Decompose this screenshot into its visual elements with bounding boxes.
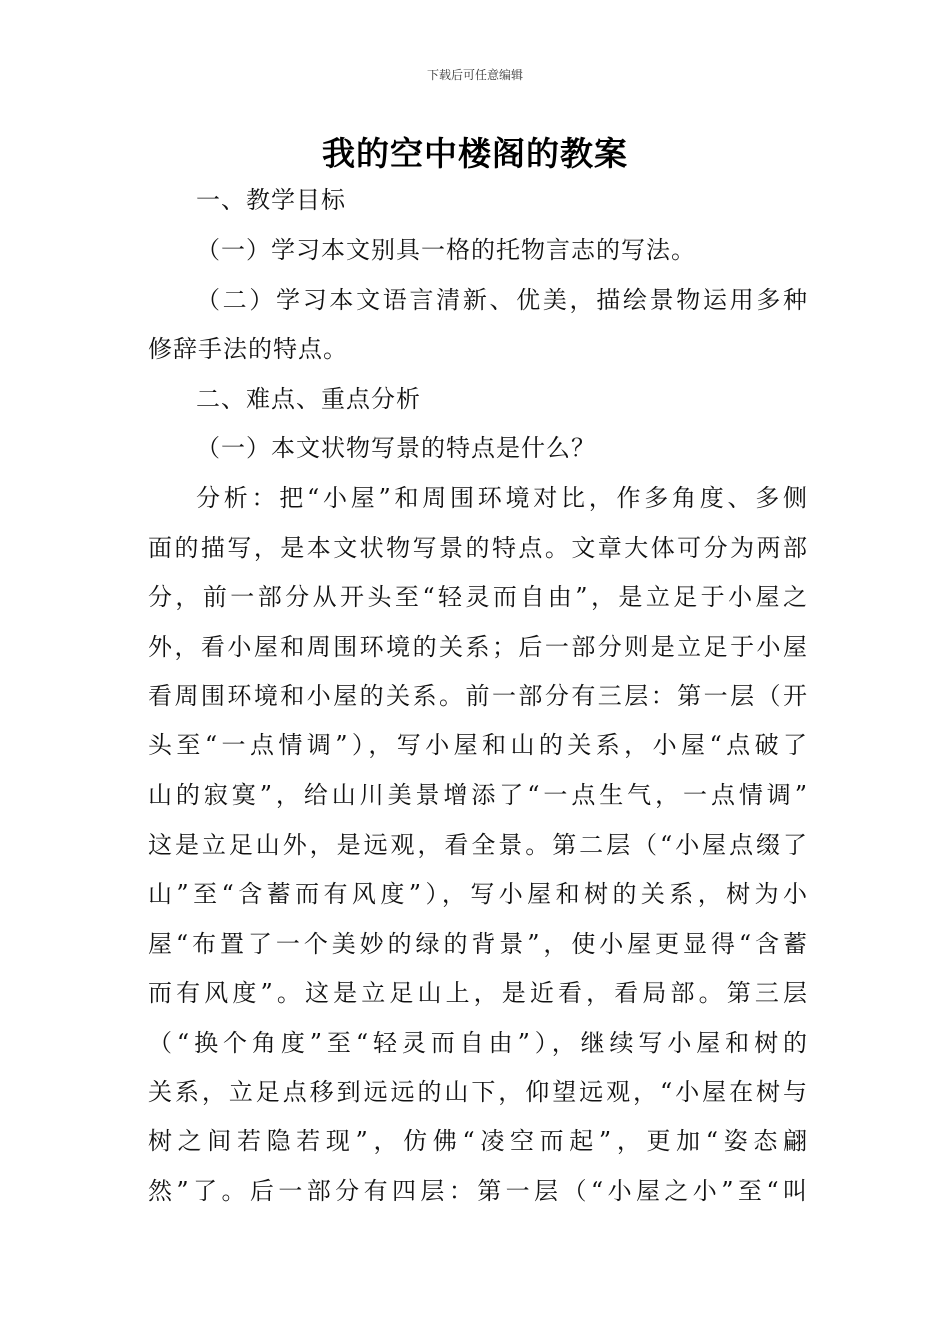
analysis-paragraph-line: 这是立足山外，是远观，看全景。第二层（“小屋点缀了 [148,831,808,859]
objective-item-2-continued: 修辞手法的特点。 [148,335,348,363]
objective-item-1: （一）学习本文别具一格的托物言志的写法。 [196,236,696,264]
objective-item-2: （二）学习本文语言清新、优美，描绘景物运用多种 [196,286,808,314]
analysis-paragraph-line: 山的寂寞”，给山川美景增添了“一点生气，一点情调” [148,781,808,809]
section-heading-objectives: 一、教学目标 [196,186,346,214]
question-1: （一）本文状物写景的特点是什么？ [196,434,596,462]
document-title: 我的空中楼阁的教案 [322,134,628,173]
analysis-paragraph-line: 分，前一部分从开头至“轻灵而自由”，是立足于小屋之 [148,583,808,611]
section-heading-analysis: 二、难点、重点分析 [196,385,421,413]
analysis-paragraph-line: 看周围环境和小屋的关系。前一部分有三层：第一层（开 [148,682,808,710]
analysis-paragraph-line: 而有风度”。这是立足山上，是近看，看局部。第三层 [148,979,808,1007]
analysis-paragraph-line: 分析：把“小屋”和周围环境对比，作多角度、多侧 [196,484,808,512]
analysis-paragraph-line: 关系，立足点移到远远的山下，仰望远观，“小屋在树与 [148,1078,808,1106]
analysis-paragraph-line: 树之间若隐若现”，仿佛“凌空而起”，更加“姿态翩 [148,1127,808,1155]
analysis-paragraph-line: 然”了。后一部分有四层：第一层（“小屋之小”至“叫 [148,1177,808,1205]
analysis-paragraph-line: 屋“布置了一个美妙的绿的背景”，使小屋更显得“含蓄 [148,930,808,958]
analysis-paragraph-line: 山”至“含蓄而有风度”），写小屋和树的关系，树为小 [148,880,808,908]
analysis-paragraph-line: （“换个角度”至“轻灵而自由”），继续写小屋和树的 [148,1029,808,1057]
analysis-paragraph-line: 头至“一点情调”），写小屋和山的关系，小屋“点破了 [148,731,808,759]
analysis-paragraph-line: 外，看小屋和周围环境的关系；后一部分则是立足于小屋 [148,633,808,661]
analysis-paragraph-line: 面的描写，是本文状物写景的特点。文章大体可分为两部 [148,534,808,562]
header-note: 下载后可任意编辑 [426,68,523,82]
